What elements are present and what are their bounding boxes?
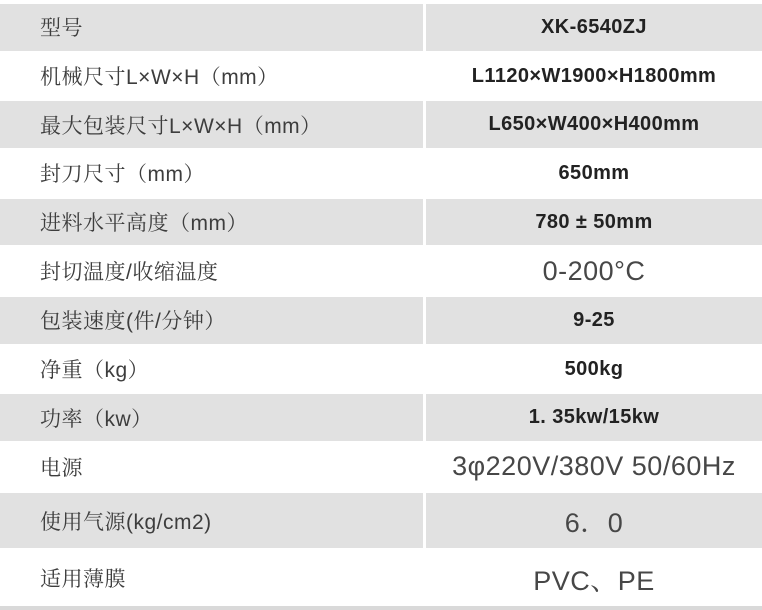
bottom-strip <box>0 606 762 610</box>
row-machine-size <box>0 53 762 100</box>
spec-label: 使用气源(kg/cm2) <box>40 510 212 534</box>
spec-label: 最大包装尺寸L×W×H（mm） <box>40 114 322 138</box>
spec-label: 机械尺寸L×W×H（mm） <box>40 66 279 89</box>
spec-label: 适用薄膜 <box>40 568 126 592</box>
spec-label: 功率（kw） <box>40 407 153 431</box>
spec-value: 6．0 <box>423 493 762 549</box>
spec-label: 封切温度/收缩温度 <box>40 261 219 285</box>
row-net-weight <box>0 346 762 393</box>
row-feeding-height <box>0 197 762 248</box>
row-sealing-shrink-temperature <box>0 247 762 295</box>
spec-value: L1120×W1900×H1800mm <box>471 64 717 87</box>
spec-value: 9-25 <box>423 297 762 344</box>
row-max-package-size <box>0 99 762 150</box>
spec-label: 进料水平高度（mm） <box>40 212 248 236</box>
spec-value: PVC、PE <box>533 565 655 596</box>
spec-value: L650×W400×H400mm <box>423 101 762 148</box>
spec-value: 650mm <box>558 161 630 184</box>
row-power-supply <box>0 443 762 491</box>
spec-value: 1. 35kw/15kw <box>423 394 762 441</box>
spec-value: 500kg <box>564 357 624 380</box>
row-air-source <box>0 491 762 551</box>
row-power <box>0 392 762 443</box>
spec-value: 780 ± 50mm <box>423 199 762 246</box>
row-packing-speed <box>0 295 762 346</box>
spec-label: 净重（kg） <box>40 359 150 383</box>
row-applicable-film <box>0 550 762 606</box>
spec-value: 0-200°C <box>542 255 646 286</box>
row-model <box>0 2 762 53</box>
spec-label: 封刀尺寸（mm） <box>40 163 205 187</box>
spec-value: 3φ220V/380V 50/60Hz <box>452 451 736 482</box>
spec-value: XK-6540ZJ <box>423 4 762 51</box>
spec-label: 包装速度(件/分钟） <box>40 310 226 334</box>
spec-label: 电源 <box>40 456 83 480</box>
spec-label: 型号 <box>40 17 83 41</box>
row-sealing-knife-size <box>0 150 762 197</box>
